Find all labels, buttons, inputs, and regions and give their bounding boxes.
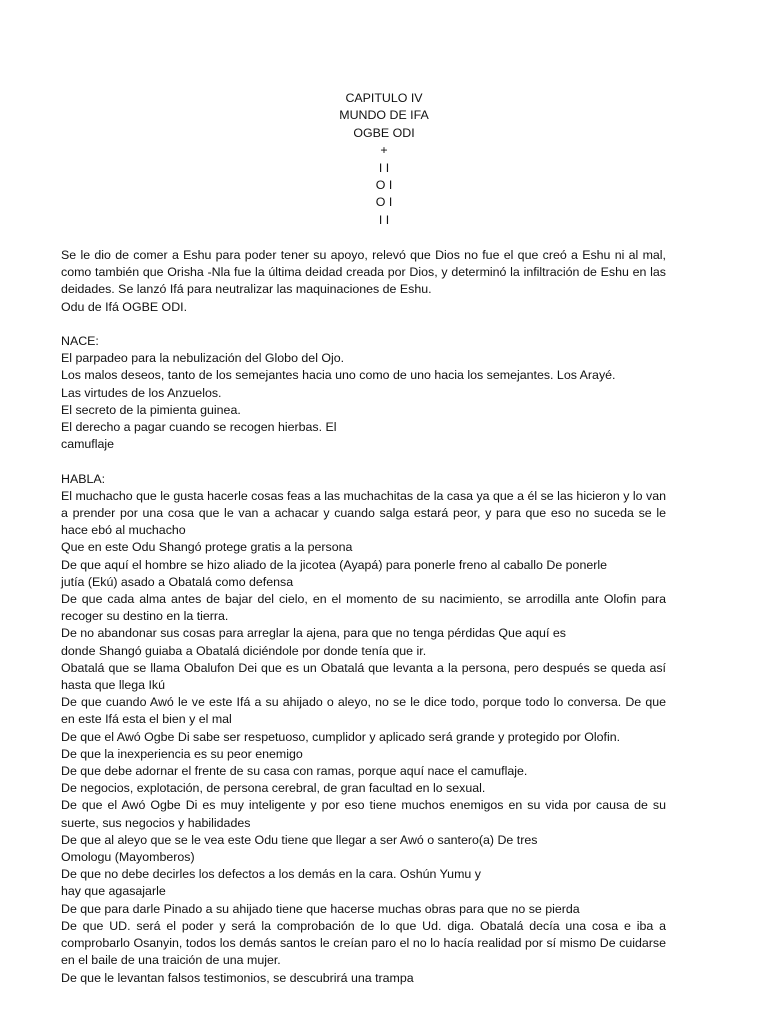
- habla-line: De que debe adornar el frente de su casa con ramas, porque aquí nace el camuflaje.: [61, 764, 528, 779]
- habla-line: Omologu (Mayomberos): [61, 850, 195, 865]
- habla-line: De que al aleyo que se le vea este Odu tiene que llegar a ser Awó o santero(a) De tres: [61, 832, 538, 847]
- odu-mark-row-1: I I: [378, 160, 390, 175]
- nace-line: Los malos deseos, tanto de los semejantes hacia uno como de uno hacia los semejantes. Los Arayé.: [61, 368, 616, 383]
- habla-line: De que cada alma antes de bajar del cielo, en el momento de su nacimiento, se arrodilla ante Olofin para recoger su destino en la tierra.: [61, 592, 666, 624]
- habla-line: De negocios, explotación, de persona cerebral, de gran facultad en lo sexual.: [61, 781, 486, 796]
- nace-line: camuflaje: [61, 437, 115, 452]
- habla-line: El muchacho que le gusta hacerle cosas feas a las muchachitas de la casa ya que a él se las hicieron y lo van a prender por una cosa que le van a achacar y cuando salga estará peor, y para que eso no suceda se le hace ebó al muchacho: [61, 488, 666, 538]
- habla-line: Que en este Odu Shangó protege gratis a la persona: [61, 540, 353, 555]
- nace-line: El parpadeo para la nebulización del Globo del Ojo.: [61, 351, 345, 366]
- nace-line: El derecho a pagar cuando se recogen hierbas. El: [61, 420, 337, 435]
- spacer: [61, 316, 666, 333]
- spacer: [61, 453, 666, 470]
- habla-line: De que para darle Pinado a su ahijado tiene que hacerse muchas obras para que no se pierda: [61, 901, 580, 916]
- habla-line: donde Shangó guiaba a Obatalá diciéndole por donde tenía que ir.: [61, 643, 427, 658]
- habla-line: De que cuando Awó le ve este Ifá a su ahijado o aleyo, no se le dice todo, porque todo lo conversa. De que en este Ifá esta el bien y el mal: [61, 695, 666, 727]
- nace-line: Las virtudes de los Anzuelos.: [61, 385, 222, 400]
- habla-heading: HABLA:: [61, 471, 106, 486]
- habla-line: De que el Awó Ogbe Di es muy inteligente y por eso tiene muchos enemigos en su vida por causa de su suerte, sus negocios y habilidades: [61, 798, 666, 830]
- odu-mark-plus: +: [380, 143, 388, 158]
- habla-line: De que no debe decirles los defectos a los demás en la cara. Oshún Yumu y: [61, 867, 481, 882]
- habla-line: jutía (Ekú) asado a Obatalá como defensa: [61, 574, 294, 589]
- book-title: MUNDO DE IFA: [339, 108, 429, 123]
- odu-mark-row-3: O I: [375, 195, 393, 210]
- habla-line: De que le levantan falsos testimonios, se descubrirá una trampa: [61, 970, 414, 985]
- chapter-title: CAPITULO IV: [345, 91, 423, 105]
- habla-line: hay que agasajarle: [61, 884, 166, 899]
- intro-paragraph: Se le dio de comer a Eshu para poder tener su apoyo, relevó que Dios no fue el que creó a Eshu ni al mal, como también que Orisha -Nla fue la última deidad creada por Dios, y determinó la infiltración de Eshu en las deidades. Se lanzó Ifá para neutralizar las maquinaciones de Eshu.: [61, 248, 666, 297]
- chapter-header: [0, 90, 768, 229]
- habla-line: De no abandonar sus cosas para arreglar la ajena, para que no tenga pérdidas Que aquí es: [61, 626, 566, 641]
- odu-mark-row-4: I I: [378, 212, 390, 227]
- document-body: [61, 247, 666, 987]
- habla-line: De que el Awó Ogbe Di sabe ser respetuoso, cumplidor y aplicado será grande y protegido por Olofin.: [61, 729, 621, 744]
- odu-line: Odu de Ifá OGBE ODI.: [61, 299, 188, 314]
- habla-line: De que aquí el hombre se hizo aliado de la jicotea (Ayapá) para ponerle freno al caballo De ponerle: [61, 557, 607, 572]
- habla-line: Obatalá que se llama Obalufon Dei que es un Obatalá que levanta a la persona, pero después se queda así hasta que llega Ikú: [61, 660, 666, 693]
- nace-line: El secreto de la pimienta guinea.: [61, 402, 241, 417]
- habla-line: De que la inexperiencia es su peor enemigo: [61, 746, 303, 761]
- odu-mark-row-2: O I: [375, 177, 393, 192]
- odu-title: OGBE ODI: [353, 125, 415, 140]
- nace-heading: NACE:: [61, 334, 99, 348]
- habla-line: De que UD. será el poder y será la comprobación de lo que Ud. diga. Obatalá decía una cosa e iba a comprobarlo Osanyin, todos los demás santos le creían paro el no lo hacía realidad por sí mismo De cuidarse en el baile de una traición de una mujer.: [61, 918, 666, 968]
